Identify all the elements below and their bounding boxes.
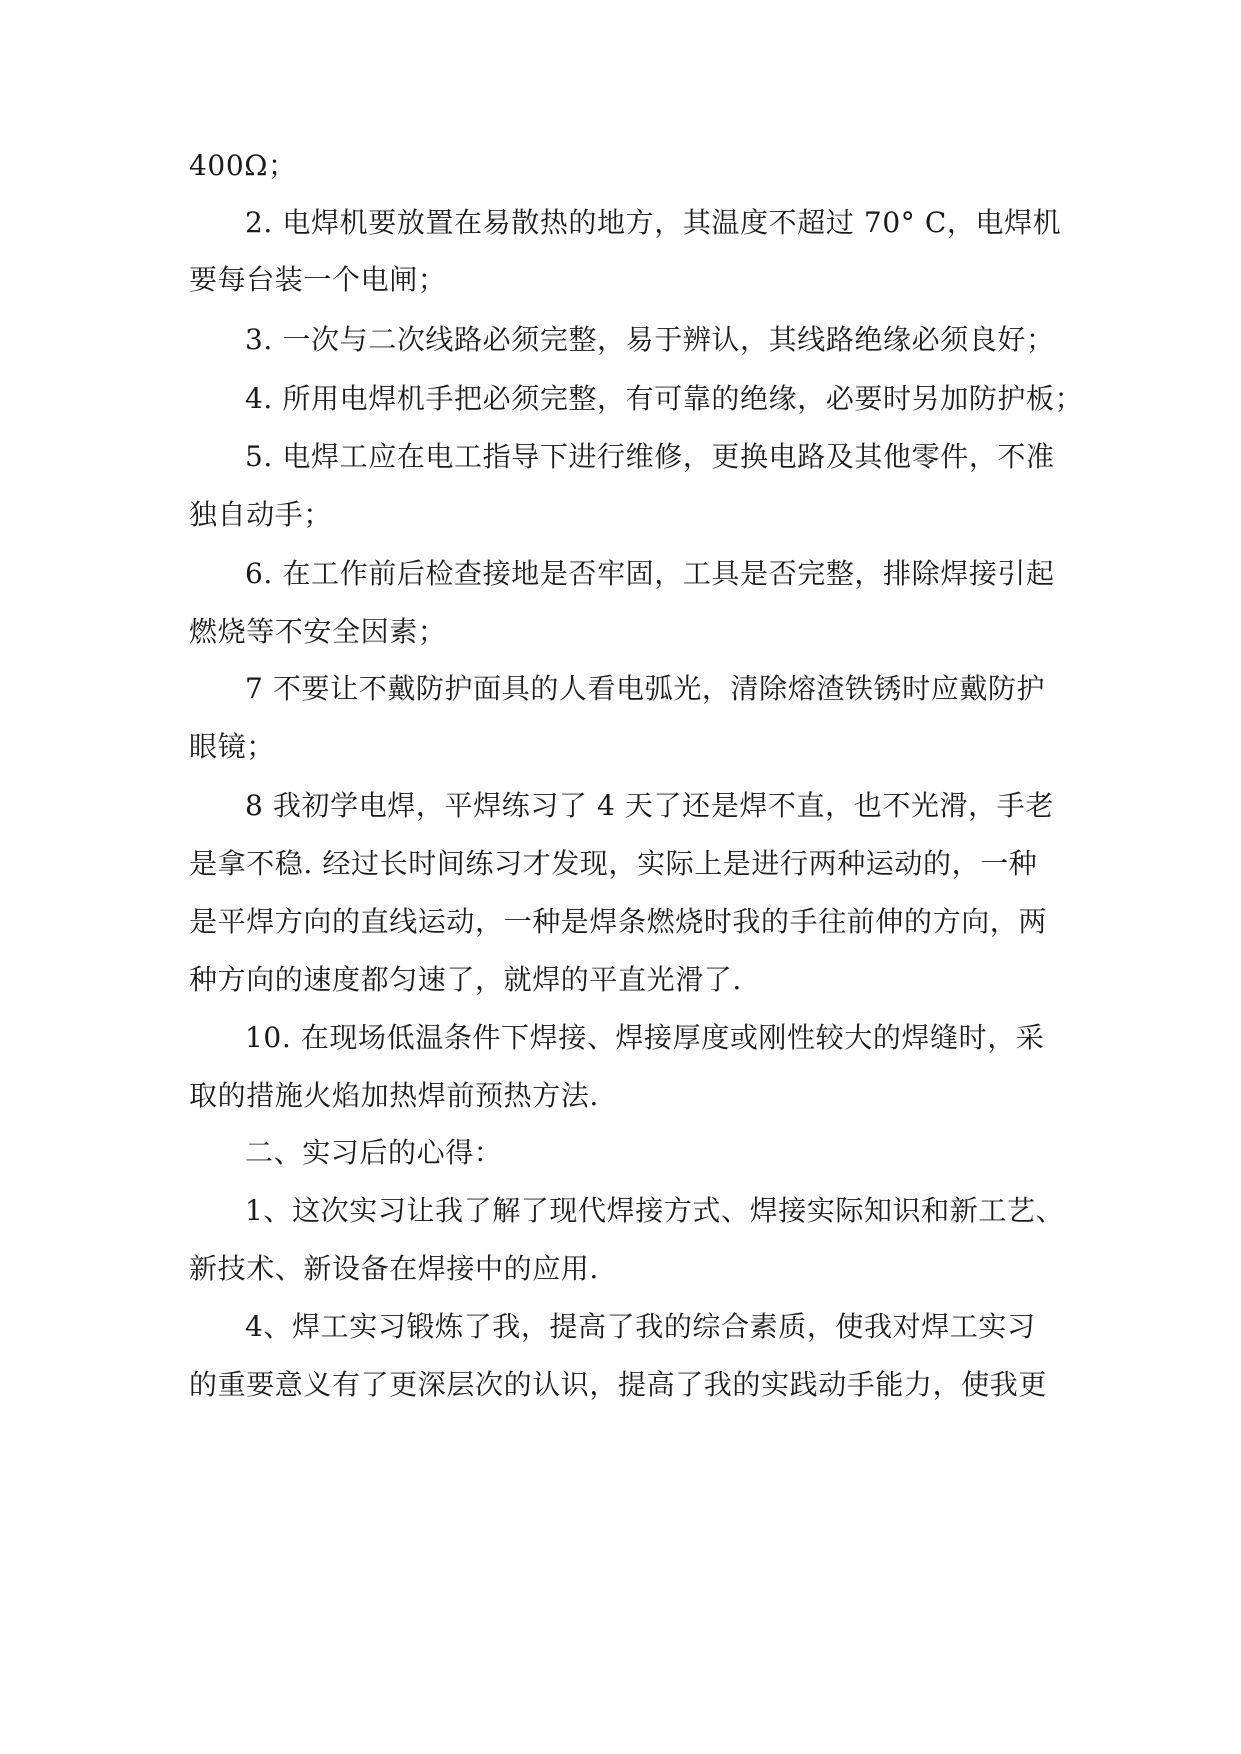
text-line: 独自动手； (189, 498, 333, 531)
text-line: 10. 在现场低温条件下焊接、焊接厚度或刚性较大的焊缝时，采 (245, 1021, 1045, 1054)
text-line: 6. 在工作前后检查接地是否牢固，工具是否完整，排除焊接引起 (245, 557, 1055, 590)
text-line: 燃烧等不安全因素； (189, 615, 447, 648)
text-line: 5. 电焊工应在电工指导下进行维修，更换电路及其他零件，不准 (245, 440, 1055, 473)
text-line: 的重要意义有了更深层次的认识，提高了我的实践动手能力，使我更 (189, 1368, 1048, 1401)
text-line: 4、焊工实习锻炼了我，提高了我的综合素质，使我对焊工实习 (245, 1310, 1036, 1343)
text-line: 2. 电焊机要放置在易散热的地方，其温度不超过 70° C，电焊机 (245, 206, 1062, 239)
text-line: 种方向的速度都匀速了，就焊的平直光滑了. (189, 963, 742, 996)
text-line: 要每台装一个电闸； (189, 263, 447, 296)
section-heading: 二、实习后的心得： (245, 1136, 503, 1169)
text-line: 4. 所用电焊机手把必须完整，有可靠的绝缘，必要时另加防护板； (245, 382, 1084, 415)
text-line: 7 不要让不戴防护面具的人看电弧光，清除熔渣铁锈时应戴防护 (245, 672, 1046, 705)
text-line: 3. 一次与二次线路必须完整，易于辨认，其线路绝缘必须良好； (245, 323, 1055, 356)
text-line: 取的措施火焰加热焊前预热方法. (189, 1079, 599, 1112)
text-line: 新技术、新设备在焊接中的应用. (189, 1252, 599, 1285)
text-line: 眼镜； (189, 730, 275, 763)
text-line: 400Ω； (189, 149, 297, 182)
text-line: 是拿不稳. 经过长时间练习才发现，实际上是进行两种运动的，一种 (189, 847, 1038, 880)
text-line: 1、这次实习让我了解了现代焊接方式、焊接实际知识和新工艺、 (245, 1194, 1065, 1227)
text-line: 是平焊方向的直线运动，一种是焊条燃烧时我的手往前伸的方向，两 (189, 905, 1048, 938)
text-line: 8 我初学电焊，平焊练习了 4 天了还是焊不直，也不光滑，手老 (245, 789, 1054, 822)
